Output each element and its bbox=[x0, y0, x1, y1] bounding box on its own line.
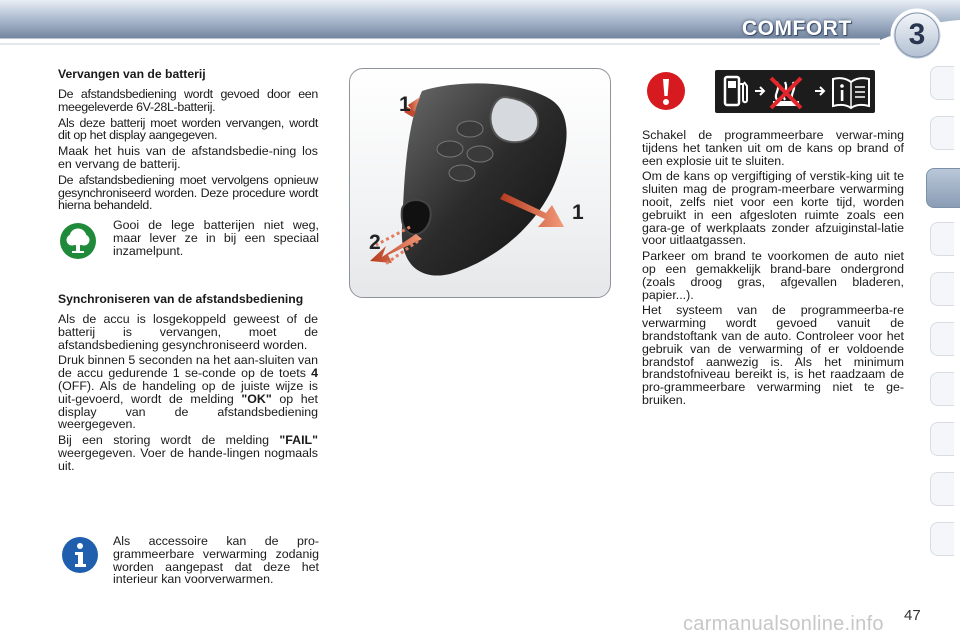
warning-pictograms bbox=[715, 70, 875, 113]
arrow-icon bbox=[815, 87, 824, 95]
recycle-note: Gooi de lege batterijen niet weg, maar lever ze in bij een speciaal inzamelpunt. bbox=[113, 218, 319, 258]
watermark: carmanualsonline.info bbox=[683, 613, 884, 635]
figure-label-1: 1 bbox=[399, 93, 411, 116]
paragraph: De afstandsbediening wordt gevoed door een meegeleverde 6V-28L-batterij. bbox=[58, 87, 318, 114]
chapter-tabs bbox=[926, 66, 960, 576]
info-icon bbox=[61, 536, 99, 574]
chapter-tab[interactable] bbox=[930, 372, 954, 406]
remote-control-figure bbox=[349, 68, 611, 298]
chapter-number: 3 bbox=[908, 18, 926, 51]
page-number: 47 bbox=[904, 607, 921, 624]
text-run: op het display van de afstandsbediening weergegeven. bbox=[58, 391, 318, 432]
chapter-tab[interactable] bbox=[930, 66, 954, 100]
paragraph: Parkeer om brand te voorkomen de auto niet op een gemakkelijk brand-bare ondergrond (zoals droog gras, afgevallen bladeren, papier...). bbox=[642, 249, 904, 302]
chapter-tab[interactable] bbox=[930, 222, 954, 256]
heater-safety-section bbox=[642, 129, 904, 410]
tree-icon bbox=[59, 222, 97, 260]
fail-message: "FAIL" bbox=[279, 433, 318, 448]
paragraph: Schakel de programmeerbare verwar-ming tijdens het tanken uit om de kans op brand of een explosie uit te sluiten. bbox=[642, 128, 904, 168]
paragraph: Het systeem van de programmeerba-re verwarming wordt gevoed vanuit de brandstoftank van de auto. Controleer voor het gebruik van de verwarming of er voldoende brandstof aanwezig is. Als het minimum brandstofniveau bereikt is, is het raadzaam de pro-grammeerbare verwarming niet te ge-bruiken. bbox=[642, 303, 904, 407]
chapter-tab[interactable] bbox=[930, 272, 954, 306]
paragraph: Als deze batterij moet worden vervangen, wordt dit op het display aangegeven. bbox=[58, 115, 318, 143]
heater-crossed-icon bbox=[771, 78, 801, 108]
chapter-tab[interactable] bbox=[930, 322, 954, 356]
text-run: weergegeven. Voer de hande-lingen nogmaals uit. bbox=[58, 445, 318, 473]
section-title-sync: Synchroniseren van de afstandsbediening bbox=[58, 292, 304, 306]
text-run: Bij een storing wordt de melding bbox=[58, 433, 280, 448]
book-info-icon bbox=[833, 78, 869, 108]
arrow-icon bbox=[755, 87, 764, 95]
info-note: Als accessoire kan de pro-grammeerbare verwarming zodanig worden aangepast dat deze het interieur kan voorverwarmen. bbox=[113, 534, 319, 587]
section-title-battery: Vervangen van de batterij bbox=[58, 67, 206, 81]
figure-label-1: 1 bbox=[572, 201, 584, 224]
battery-section bbox=[58, 68, 318, 215]
paragraph: Maak het huis van de afstandsbedie-ning los en vervang de batterij. bbox=[58, 144, 318, 171]
chapter-tab-active[interactable] bbox=[926, 168, 960, 208]
sync-section bbox=[58, 293, 318, 476]
paragraph bbox=[58, 354, 318, 431]
chapter-title: COMFORT bbox=[742, 17, 852, 40]
key-number: 4 bbox=[311, 366, 318, 381]
paragraph bbox=[58, 434, 318, 472]
warning-pictogram-bar bbox=[715, 70, 875, 113]
text-run: Druk binnen 5 seconden na het aan-sluiten van de accu gedurende 1 se-conde op de toets bbox=[58, 353, 318, 381]
remote-control-illustration bbox=[350, 69, 611, 298]
chapter-tab[interactable] bbox=[930, 422, 954, 456]
fuel-pump-icon bbox=[725, 77, 747, 105]
paragraph: De afstandsbediening moet vervolgens opnieuw gesynchroniseerd worden. Deze procedure wordt hierna behandeld. bbox=[58, 172, 318, 213]
paragraph: Om de kans op vergiftiging of verstik-king uit te sluiten mag de program-meerbare verwarming nooit, zelfs niet voor een korte tijd, worden gebruikt in een afgesloten ruimte zoals een gara-ge of werkplaats zonder afzuiginstal-latie voor uitlaatgassen. bbox=[642, 169, 904, 248]
exclamation-icon bbox=[646, 71, 686, 111]
paragraph: Als de accu is losgekoppeld geweest of de batterij is vervangen, moet de afstandsbediening gesynchroniseerd worden. bbox=[58, 312, 318, 352]
page-header bbox=[0, 0, 960, 62]
ok-message: "OK" bbox=[241, 391, 272, 406]
figure-label-2: 2 bbox=[369, 231, 381, 254]
chapter-tab[interactable] bbox=[930, 472, 954, 506]
text-run: (OFF). Als de handeling op de juiste wijze is uit-gevoerd, wordt de melding bbox=[58, 378, 318, 406]
chapter-tab[interactable] bbox=[930, 522, 954, 556]
chapter-tab[interactable] bbox=[930, 116, 954, 150]
